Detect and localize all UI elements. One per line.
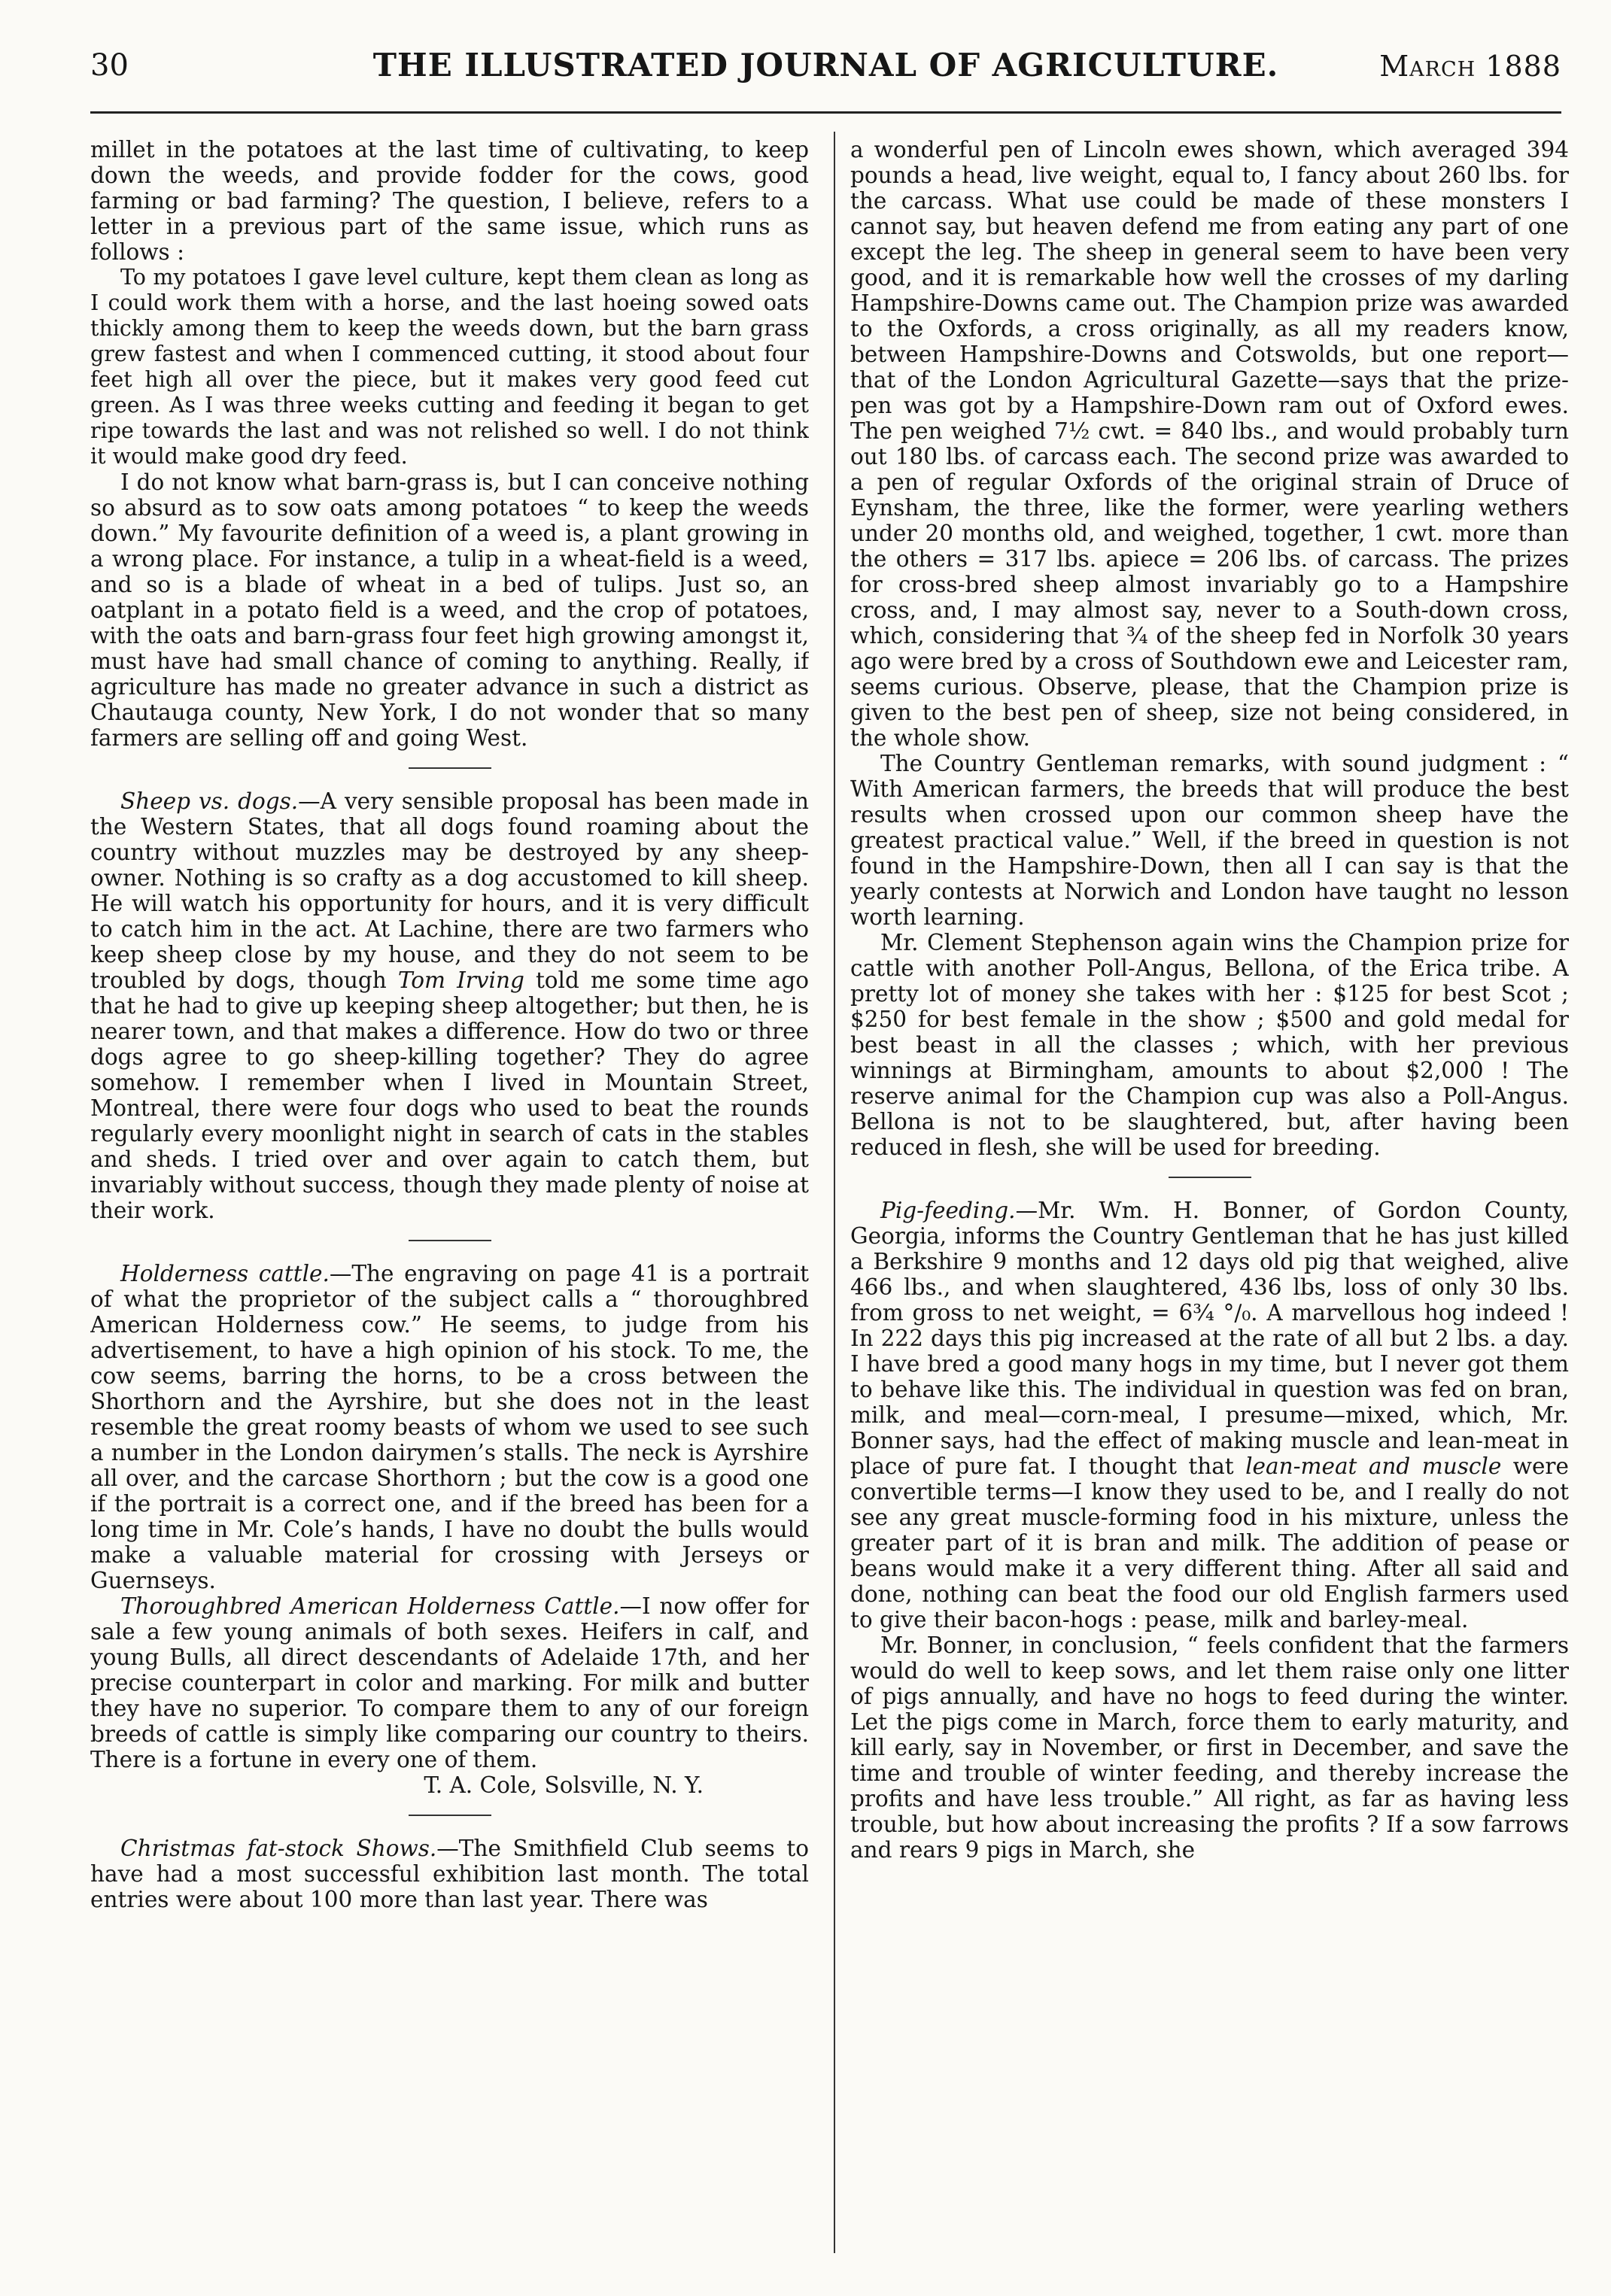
section-body: told me some time ago that he had to give up keeping sheep altogether; but then, he is nearer town, and that makes a difference. How do two or three dogs agree to go sheep-killing together? They do agree somehow. I remember when I lived in Mountain Street, Montreal, there were four dogs who used to beat the rounds regularly every moonlight night in search of cats in the stables and sheds. I tried over and over again to catch them, but invariably without success, though they made plenty of noise at their work. bbox=[90, 967, 809, 1223]
paragraph: a wonderful pen of Lincoln ewes shown, which averaged 394 pounds a head, live weight, equal to, I fancy about 260 lbs. for the carcass. What use could be made of these monsters I cannot say, but heaven defend me from eating any part of one except the leg. The sheep in general seem to have been very good, and it is remarkable how well the crosses of my darling Hampshire-Downs came out. The Champion prize was awarded to the Oxfords, a cross originally, as all my readers know, between Hampshire-Downs and Cotswolds, but one report—that of the London Agricultural Gazette—says that the prize-pen was got by a Hampshire-Down ram out of Oxford ewes. The pen weighed 7½ cwt. = 840 lbs., and would probably turn out 180 lbs. of carcass each. The second prize was awarded to a pen of regular Oxfords of the original strain of Druce of Eynsham, the three, like the former, were yearling wethers under 20 months old, and weighed, together, 1 cwt. more than the others = 317 lbs. apiece = 206 lbs. of carcass. The prizes for cross-bred sheep almost invariably go to a Hampshire cross, and, I may almost say, never to a South-down cross, which, considering that ¾ of the sheep fed in Norfolk 30 years ago were bred by a cross of Southdown ewe and Leicester ram, seems curious. Observe, please, that the Champion prize is given to the best pen of sheep, size not being considered, in the whole show. bbox=[850, 137, 1569, 751]
section-body: —A very sensible proposal has been made in the Western States, that all dogs found roaming about the country without muzzles may be destroyed by any sheep-owner. Nothing is so crafty as a dog accustomed to kill sheep. He will watch his opportunity for hours, and it is very difficult to catch him in the act. At Lachine, there are two farmers who keep sheep close by my house, and they do not seem to be troubled by dogs, though bbox=[90, 788, 809, 993]
person-name: Tom Irving bbox=[397, 967, 524, 993]
paragraph: Mr. Clement Stephenson again wins the Champion prize for cattle with another Poll-Angus, Bellona, of the Erica tribe. A pretty lot of money she takes with her : $125 for best Scot ; $250 for best female in the show ; $500 and gold medal for best beast in all the classes ; which, with her previous winnings at Birmingham, amounts to about $2,000 ! The reserve animal for the Champion cup was also a Poll-Angus. Bellona is not to be slaughtered, but, after having been reduced in flesh, she will be used for breeding. bbox=[850, 930, 1569, 1160]
header-rule bbox=[90, 111, 1561, 114]
paragraph: Mr. Bonner, in conclusion, “ feels confident that the farmers would do well to keep sows, and let them raise only one litter of pigs annually, and have no hogs to feed during the winter. Let the pigs come in March, force them to early maturity, and kill early, say in November, or first in December, and save the time and trouble of winter feeding, and thereby increase the profits and have less trouble.” All right, as far as having less trouble, but how about increasing the profits ? If a sow farrows and rears 9 pigs in March, she bbox=[850, 1632, 1569, 1863]
section-title: Holderness cattle. bbox=[120, 1261, 330, 1286]
right-column bbox=[850, 137, 1569, 2266]
left-column bbox=[90, 137, 809, 2266]
section-body: —Mr. Wm. H. Bonner, of Gordon County, Georgia, informs the Country Gentleman that he has just killed a Berkshire 9 months and 12 days old pig that weighed, alive 466 lbs., and when slaughtered, 436 lbs, loss of only 30 lbs. from gross to net weight, = 6¾ °/₀. A marvellous hog indeed ! In 222 days this pig increased at the rate of all but 2 lbs. a day. I have bred a good many hogs in my time, but I never got them to behave like this. The individual in question was fed on bran, milk, and meal—corn-meal, I presume—mixed, which, Mr. Bonner says, had the effect of making muscle and lean-meat in place of pure fat. I thought that bbox=[850, 1198, 1569, 1479]
issue-date: March 1888 bbox=[1379, 50, 1561, 83]
quoted-letter: To my potatoes I gave level culture, kept them clean as long as I could work them with a horse, and the last hoeing sowed oats thickly among them to keep the weeds down, but the barn grass grew fastest and when I commenced cutting, it stood about four feet high all over the piece, but it makes very good feed cut green. As I was three weeks cutting and feeding it began to get ripe towards the last and was not relished so well. I do not think it would make good dry feed. bbox=[90, 265, 809, 469]
column-divider bbox=[834, 132, 835, 2253]
italic-phrase: lean-meat and muscle bbox=[1245, 1453, 1502, 1479]
journal-title: THE ILLUSTRATED JOURNAL OF AGRICULTURE. bbox=[372, 47, 1279, 84]
section-holderness-cattle bbox=[90, 1261, 809, 1593]
section-body: were convertible terms—I know they used to be, and I really do not see any great muscle-forming food in his mixture, unless the greater part of it is bran and milk. The addition of pease or beans would make it a very different thing. After all said and done, nothing can beat the food our old English farmers used to give their bacon-hogs : pease, milk and barley-meal. bbox=[850, 1453, 1569, 1632]
page-header bbox=[90, 44, 1561, 89]
advertisement-body: —I now offer for sale a few young animals of both sexes. Heifers in calf, and young Bulls, all direct descendants of Adelaide 17th, and her precise counterpart in color and marking. For milk and butter they have no superior. To compare them to any of our foreign breeds of cattle is simply like comparing our country to theirs. There is a fortune in every one of them. bbox=[90, 1593, 809, 1772]
section-separator bbox=[409, 1815, 491, 1816]
section-separator bbox=[409, 767, 491, 769]
section-title: Christmas fat-stock Shows. bbox=[120, 1836, 437, 1861]
section-body: —The Smithfield Club seems to have had a most successful exhibition last month. The total entries were about 100 more than last year. There was bbox=[90, 1836, 809, 1912]
advertisement-quote bbox=[90, 1593, 809, 1772]
paragraph: I do not know what barn-grass is, but I can conceive nothing so absurd as to sow oats among potatoes “ to keep the weeds down.” My favourite definition of a weed is, a plant growing in a wrong place. For instance, a tulip in a wheat-field is a weed, and so is a blade of wheat in a bed of tulips. Just so, an oatplant in a potato field is a weed, and the crop of potatoes, with the oats and barn-grass four feet high growing amongst it, must have had small chance of coming to anything. Really, if agriculture has made no greater advance in such a district as Chautauga county, New York, I do not wonder that so many farmers are selling off and going West. bbox=[90, 469, 809, 751]
section-separator bbox=[409, 1240, 491, 1241]
page-number: 30 bbox=[90, 48, 129, 83]
section-christmas-shows bbox=[90, 1836, 809, 1912]
section-sheep-vs-dogs bbox=[90, 788, 809, 1223]
section-title: Sheep vs. dogs. bbox=[120, 788, 299, 814]
section-pig-feeding bbox=[850, 1198, 1569, 1632]
paragraph: The Country Gentleman remarks, with sound judgment : “ With American farmers, the breeds that will produce the best results when crossed upon our common sheep have the greatest practical value.” Well, if the breed in question is not found in the Hampshire-Down, then all I can say is that the yearly contests at Norwich and London have taught no lesson worth learning. bbox=[850, 751, 1569, 930]
section-title: Pig-feeding. bbox=[880, 1198, 1016, 1223]
advertisement-signature: T. A. Cole, Solsville, N. Y. bbox=[424, 1772, 704, 1798]
section-body: —The engraving on page 41 is a portrait of what the proprietor of the subject calls a “ thoroughbred American Holderness cow.” He seems, to judge from his advertisement, to have a high opinion of his stock. To me, the cow seems, barring the horns, to be a cross between the Shorthorn and the Ayrshire, but she does not in the least resemble the great roomy beasts of whom we used to see such a number in the London dairymen’s stalls. The neck is Ayrshire all over, and the carcase Shorthorn ; but the cow is a good one if the portrait is a correct one, and if the breed has been for a long time in Mr. Cole’s hands, I have no doubt the bulls would make a valuable material for crossing with Jerseys or Guernseys. bbox=[90, 1261, 809, 1593]
advertisement-title: Thoroughbred American Holderness Cattle. bbox=[120, 1593, 620, 1619]
section-separator bbox=[1169, 1177, 1251, 1178]
paragraph: millet in the potatoes at the last time of cultivating, to keep down the weeds, and provide fodder for the cows, good farming or bad farming? The question, I believe, refers to a letter in a previous part of the same issue, which runs as follows : bbox=[90, 137, 809, 265]
